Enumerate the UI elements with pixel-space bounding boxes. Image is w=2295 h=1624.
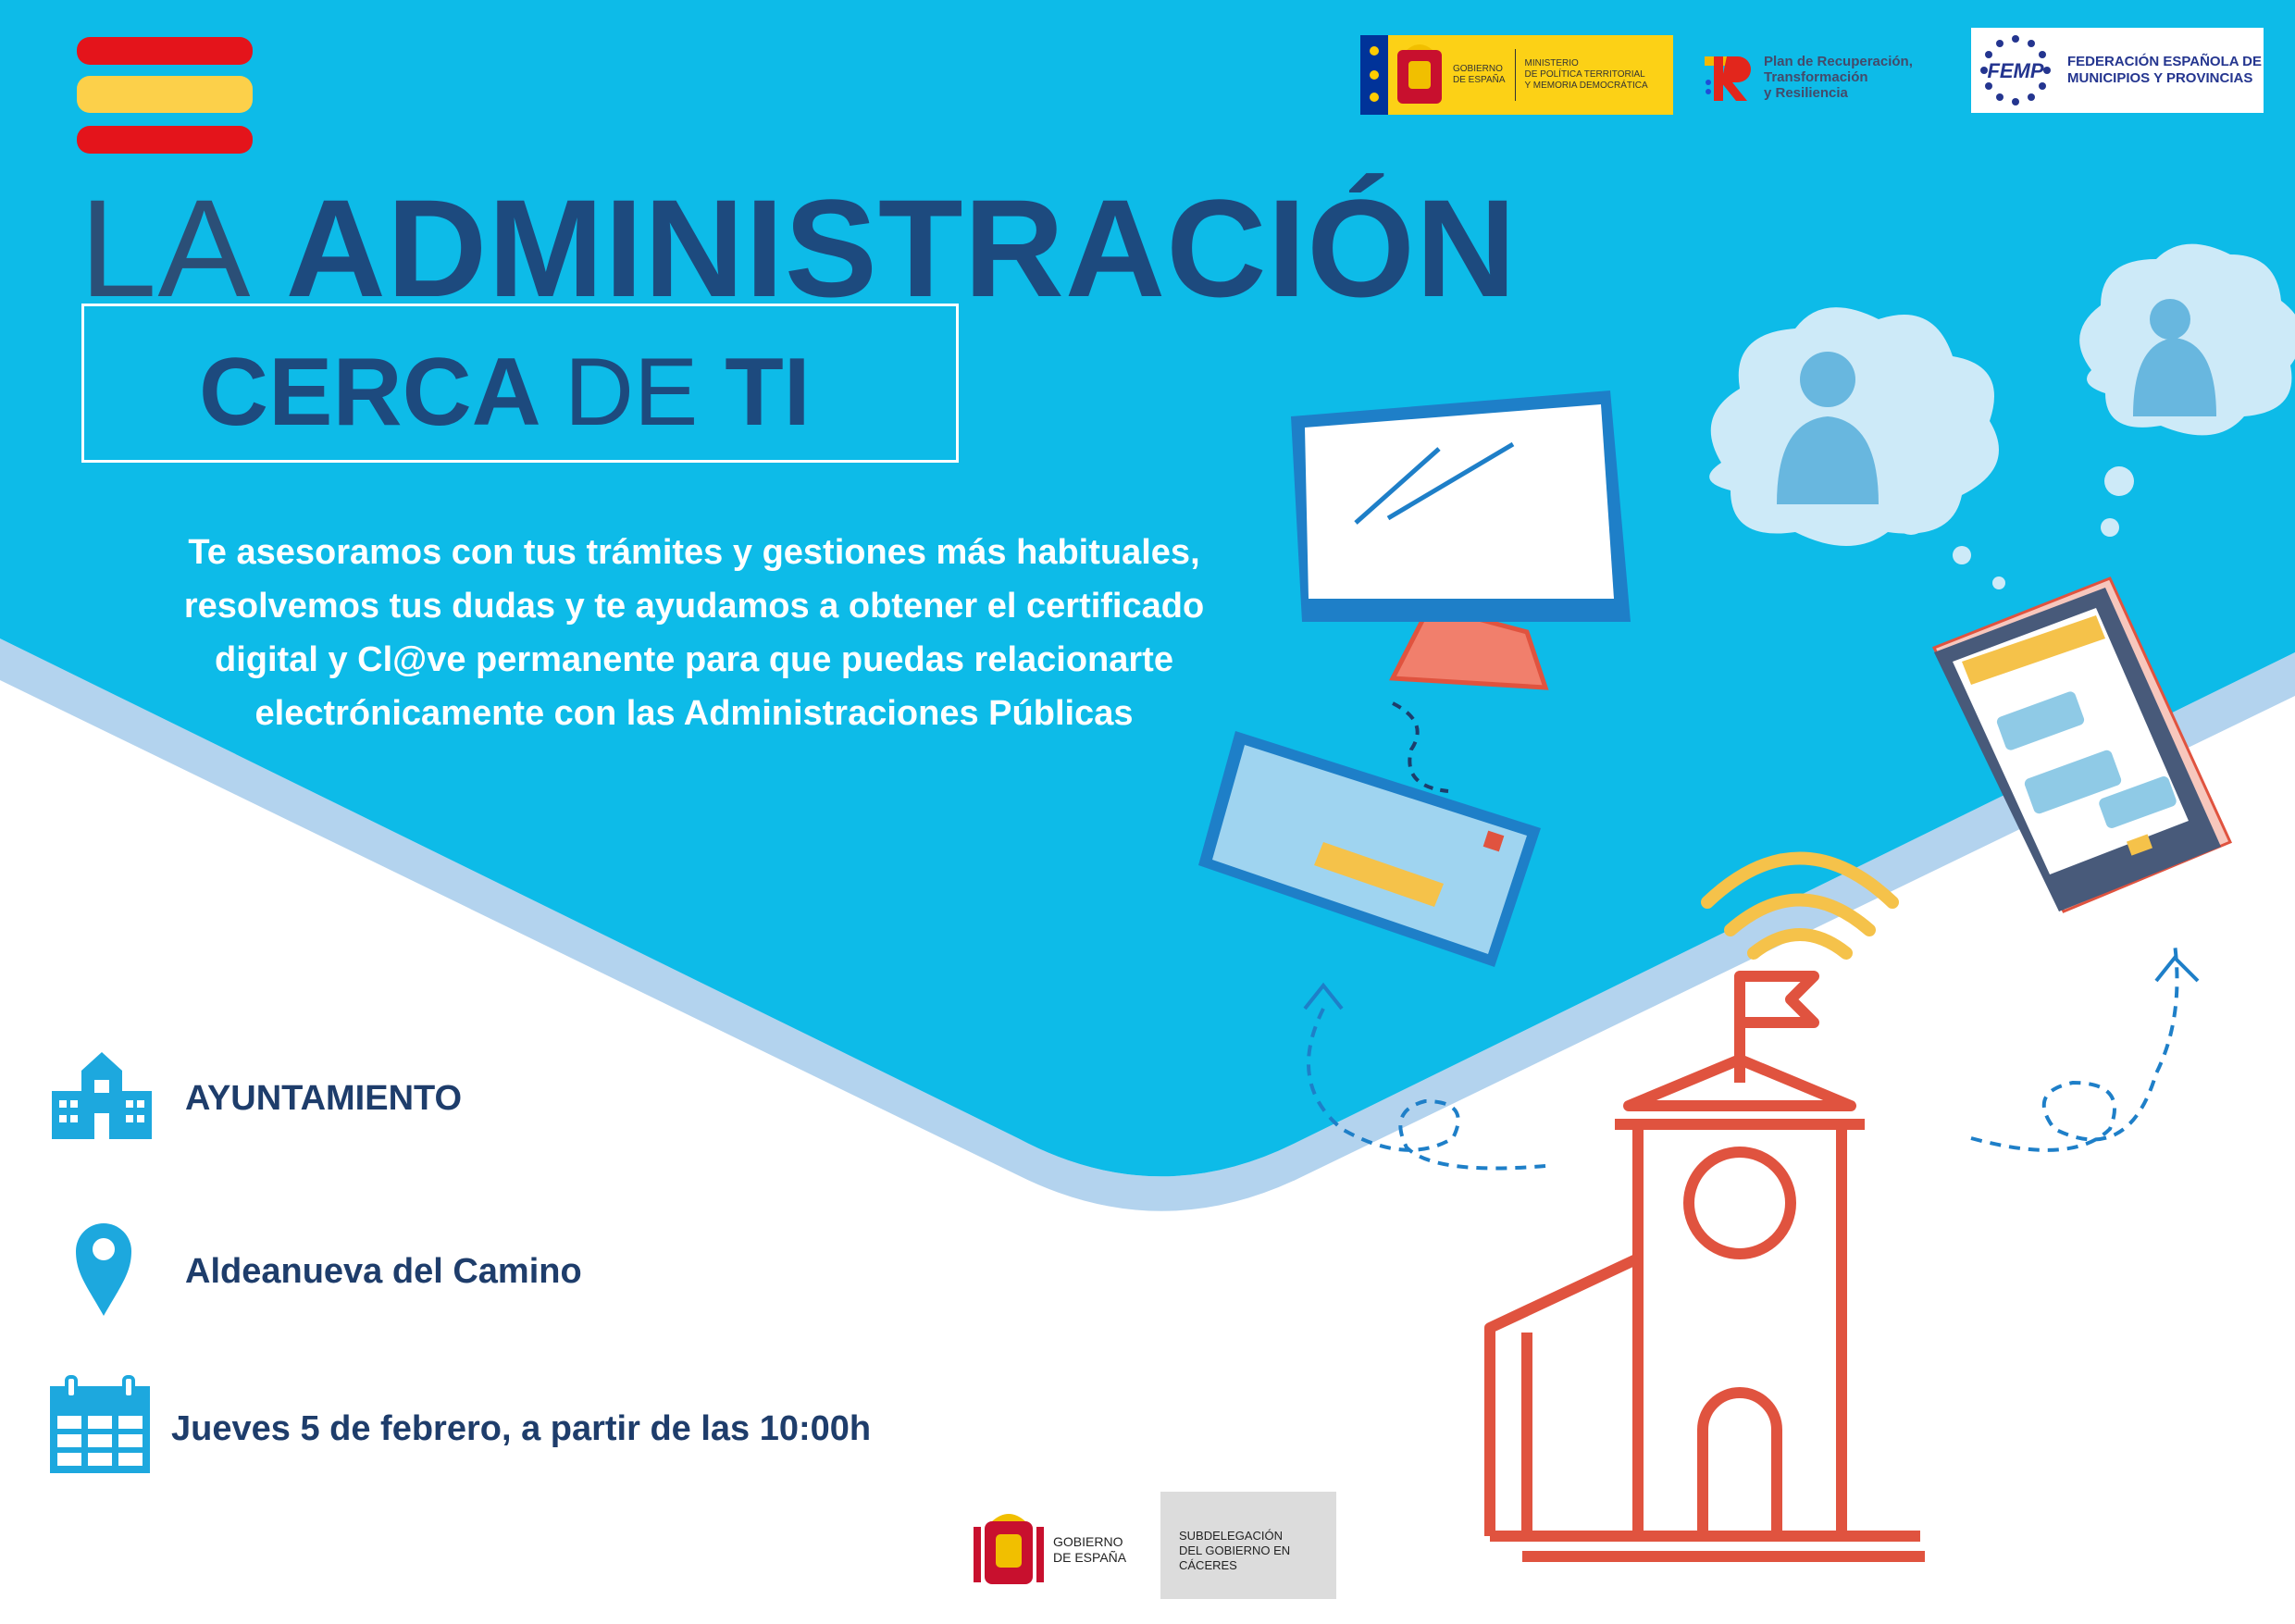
tablet-icon (1934, 578, 2230, 911)
title-bold: ADMINISTRACIÓN (285, 170, 1518, 326)
calendar-icon (48, 1375, 152, 1475)
thought-cloud-icon (1709, 244, 2295, 589)
subdelegacion-label-box (1160, 1492, 1336, 1599)
intro-text: Te asesoramos con tus trámites y gestiones más habituales, resolvemos tus dudas y te ayudamos a obtener el certificado digital y Cl@ve permanente para que puedas relacionarte electrónicamente con las Administraciones Públicas (183, 533, 1205, 733)
coat-of-arms-icon (972, 1508, 1046, 1592)
town-hall-icon (1490, 976, 1925, 1556)
venue-text: AYUNTAMIENTO (185, 1079, 463, 1118)
gobierno-bottom-label: GOBIERNO DE ESPAÑA (1053, 1534, 1127, 1565)
plan-label: Plan de Recuperación, Transformación y Resiliencia (1764, 53, 1913, 101)
subtitle-bold-1: CERCA (199, 339, 538, 446)
gobierno-label: GOBIERNO DE ESPAÑA (1453, 64, 1506, 85)
location-text: Aldeanueva del Camino (185, 1252, 582, 1291)
building-icon (48, 1048, 155, 1139)
keyboard-icon (1198, 731, 1541, 967)
logo-gobierno-bottom (972, 1508, 1126, 1592)
wifi-icon (1707, 859, 1892, 954)
ministerio-label: MINISTERIO DE POLÍTICA TERRITORIAL Y MEMORIA DEMOCRÁTICA (1524, 58, 1648, 91)
subtitle-light: DE (564, 339, 699, 446)
computer-icon (1291, 391, 1631, 791)
subdelegacion-label: SUBDELEGACIÓN DEL GOBIERNO EN CÁCERES (1179, 1529, 1291, 1572)
title-light: LA (80, 170, 252, 326)
femp-name-label: FEDERACIÓN ESPAÑOLA DE MUNICIPIOS Y PROVINCIAS (2067, 54, 2263, 86)
subtitle-bold-2: TI (725, 339, 811, 446)
date-text: Jueves 5 de febrero, a partir de las 10:00h (171, 1409, 872, 1448)
femp-short-label: FEMP (1987, 59, 2044, 82)
location-pin-icon (74, 1220, 133, 1318)
